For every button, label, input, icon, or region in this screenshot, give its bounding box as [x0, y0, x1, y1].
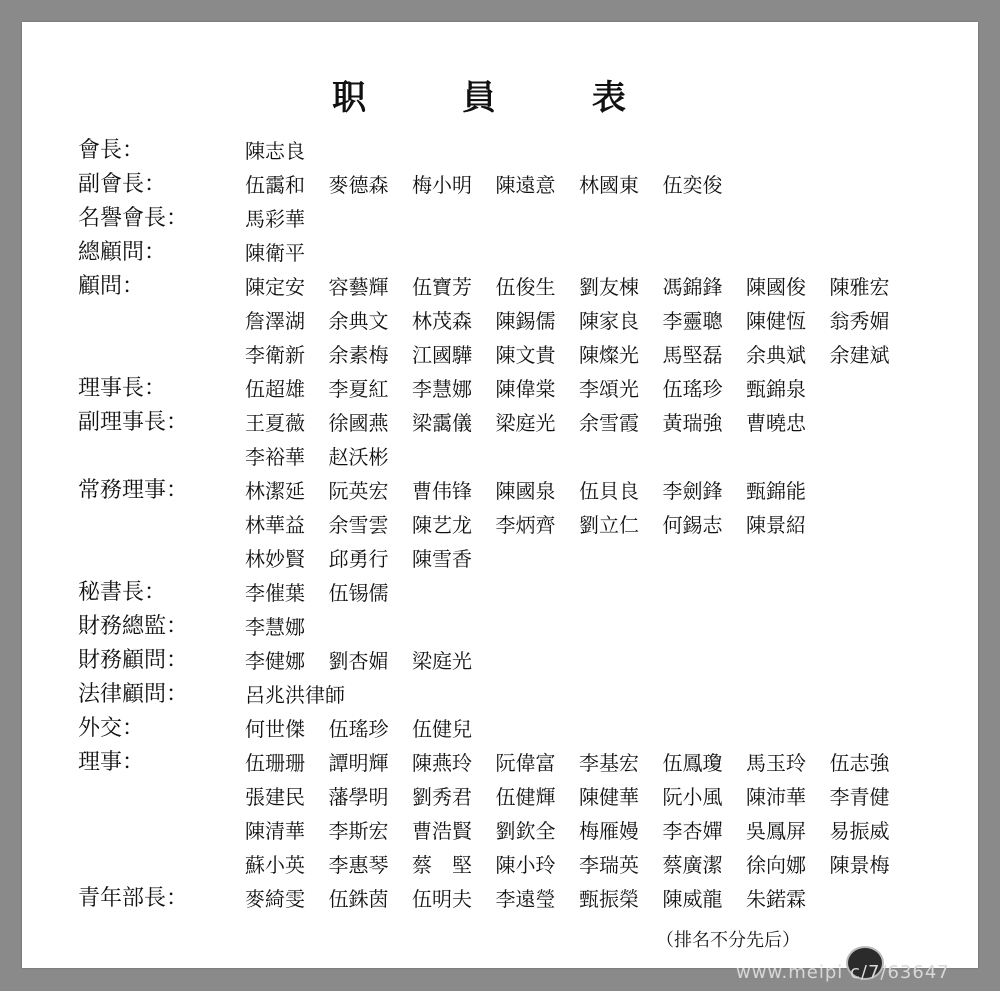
member-name: 余素梅 — [328, 343, 389, 367]
position-label: 青年部長： — [78, 886, 189, 911]
member-name: 李劍鋒 — [662, 479, 723, 503]
member-name: 陳威龍 — [662, 887, 723, 911]
member-name: 余典文 — [328, 309, 389, 333]
member-names — [245, 882, 915, 916]
roster-row — [78, 678, 958, 712]
member-name: 詹澤湖 — [245, 309, 305, 333]
member-name: 陳國俊 — [746, 275, 806, 299]
member-name: 梁靄儀 — [412, 411, 472, 435]
roster-row — [78, 168, 958, 202]
member-name: 李遠瑩 — [495, 887, 556, 911]
member-name: 李慧娜 — [412, 377, 472, 401]
member-name: 伍寶芳 — [412, 275, 472, 299]
member-name: 曹浩賢 — [412, 819, 472, 843]
member-name: 陳雪香 — [412, 547, 472, 571]
member-names — [245, 474, 915, 576]
document-title: 职 員 表 — [332, 78, 668, 118]
member-name: 伍珊珊 — [245, 751, 305, 775]
member-name: 陳健恆 — [746, 309, 806, 333]
member-name: 黃瑞強 — [662, 411, 723, 435]
member-name: 馬玉玲 — [746, 751, 806, 775]
member-name: 劉欽全 — [495, 819, 556, 843]
member-name: 陳景梅 — [829, 853, 890, 877]
staff-roster — [78, 134, 958, 916]
roster-row — [78, 644, 958, 678]
position-label: 副會長： — [78, 172, 167, 197]
member-name: 陳燦光 — [579, 343, 639, 367]
member-name: 陳健華 — [579, 785, 639, 809]
member-name: 劉友棟 — [579, 275, 639, 299]
member-name: 李慧娜 — [245, 615, 305, 639]
member-name: 陳清華 — [245, 819, 305, 843]
member-name: 梅雁嫚 — [579, 819, 639, 843]
member-name: 陳燕玲 — [412, 751, 472, 775]
member-name: 李健娜 — [245, 649, 305, 673]
position-label: 財務顧問： — [78, 648, 189, 673]
member-name: 林國東 — [579, 173, 639, 197]
member-name: 赵沃彬 — [328, 445, 389, 469]
member-name: 伍志強 — [829, 751, 890, 775]
member-name: 馬堅磊 — [662, 343, 723, 367]
member-names — [245, 372, 915, 406]
member-names — [245, 712, 915, 746]
member-name: 伍靄和 — [245, 173, 305, 197]
member-name: 麥綺雯 — [245, 887, 305, 911]
member-name: 陳錫儒 — [495, 309, 556, 333]
member-name: 陳志良 — [245, 139, 305, 163]
position-label: 法律顧問： — [78, 682, 189, 707]
member-names — [245, 406, 915, 474]
member-name: 陳小玲 — [495, 853, 556, 877]
member-name: 阮英宏 — [328, 479, 389, 503]
member-name: 李裕華 — [245, 445, 305, 469]
member-name: 馮錦鋒 — [662, 275, 723, 299]
member-names — [245, 236, 915, 270]
member-names — [245, 134, 915, 168]
member-name: 劉立仁 — [579, 513, 639, 537]
member-name: 陳國泉 — [495, 479, 556, 503]
member-name: 陳雅宏 — [829, 275, 890, 299]
roster-row — [78, 406, 958, 474]
member-name: 余建斌 — [829, 343, 890, 367]
member-names — [245, 202, 915, 236]
roster-row — [78, 372, 958, 406]
member-name: 王夏薇 — [245, 411, 305, 435]
roster-row — [78, 882, 958, 916]
watermark-text: www.meipi c/7/63647 — [736, 962, 950, 983]
member-name: 何世傑 — [245, 717, 305, 741]
member-name: 李靈聰 — [662, 309, 723, 333]
member-name: 蔡 堅 — [412, 853, 472, 877]
member-name: 蔡廣潔 — [662, 853, 723, 877]
member-names — [245, 576, 915, 610]
member-name: 蘇小英 — [245, 853, 305, 877]
member-name: 曹伟锋 — [412, 479, 472, 503]
member-name: 陳沛華 — [746, 785, 806, 809]
member-name: 梁庭光 — [495, 411, 556, 435]
member-name: 陳定安 — [245, 275, 305, 299]
member-name: 陳家良 — [579, 309, 639, 333]
member-name: 林妙賢 — [245, 547, 305, 571]
member-names — [245, 610, 915, 644]
roster-sheet — [22, 22, 978, 968]
position-label: 外交： — [78, 716, 145, 741]
member-name: 藩學明 — [328, 785, 389, 809]
member-name: 伍貝良 — [579, 479, 639, 503]
position-label: 副理事長： — [78, 410, 189, 435]
member-name: 李催葉 — [245, 581, 305, 605]
roster-row — [78, 576, 958, 610]
member-name: 林茂森 — [412, 309, 472, 333]
roster-row — [78, 610, 958, 644]
member-name: 李夏紅 — [328, 377, 389, 401]
member-names — [245, 678, 915, 712]
member-name: 余雪雲 — [328, 513, 389, 537]
member-name: 伍明夫 — [412, 887, 472, 911]
member-name: 張建民 — [245, 785, 305, 809]
member-name: 李斯宏 — [328, 819, 389, 843]
ranking-note: （排名不分先后） — [656, 930, 800, 951]
member-names — [245, 746, 915, 882]
member-name: 陳遠意 — [495, 173, 556, 197]
position-label: 財務總監： — [78, 614, 189, 639]
member-name: 陳文貴 — [495, 343, 556, 367]
member-name: 陳景紹 — [746, 513, 806, 537]
member-name: 馬彩華 — [245, 207, 305, 231]
member-names — [245, 644, 915, 678]
member-name: 伍鳳瓊 — [662, 751, 723, 775]
member-name: 甄錦能 — [746, 479, 806, 503]
member-name: 李杏嬋 — [662, 819, 723, 843]
member-name: 李衛新 — [245, 343, 305, 367]
member-name: 陳偉棠 — [495, 377, 556, 401]
member-name: 林潔延 — [245, 479, 305, 503]
member-name: 朱鍩霖 — [746, 887, 806, 911]
position-label: 常務理事： — [78, 478, 189, 503]
member-name: 易振威 — [829, 819, 890, 843]
member-name: 李惠琴 — [328, 853, 389, 877]
member-name: 伍健兒 — [412, 717, 472, 741]
member-name: 伍俊生 — [495, 275, 556, 299]
member-name: 阮偉富 — [495, 751, 556, 775]
member-name: 何錫志 — [662, 513, 723, 537]
position-label: 顧問： — [78, 274, 145, 299]
member-name: 李頌光 — [579, 377, 639, 401]
member-name: 伍銖茵 — [328, 887, 389, 911]
member-name: 梁庭光 — [412, 649, 472, 673]
position-label: 理事： — [78, 750, 145, 775]
member-name: 阮小風 — [662, 785, 723, 809]
member-name: 李瑞英 — [579, 853, 639, 877]
roster-row — [78, 746, 958, 882]
roster-row — [78, 712, 958, 746]
position-label: 總顧問： — [78, 240, 167, 265]
member-name: 譚明輝 — [328, 751, 389, 775]
member-name: 呂兆洪律師 — [245, 683, 345, 707]
roster-row — [78, 474, 958, 576]
member-name: 伍瑤珍 — [328, 717, 389, 741]
member-name: 余雪霞 — [579, 411, 639, 435]
member-name: 甄振榮 — [579, 887, 639, 911]
member-name: 梅小明 — [412, 173, 472, 197]
member-name: 伍锡儒 — [328, 581, 389, 605]
member-name: 余典斌 — [746, 343, 806, 367]
position-label: 理事長： — [78, 376, 167, 401]
position-label: 秘書長： — [78, 580, 167, 605]
member-name: 李青健 — [829, 785, 890, 809]
member-name: 吳鳳屏 — [746, 819, 806, 843]
roster-row — [78, 236, 958, 270]
roster-row — [78, 202, 958, 236]
member-name: 伍超雄 — [245, 377, 305, 401]
member-names — [245, 270, 915, 372]
member-name: 劉杏媚 — [328, 649, 389, 673]
member-name: 邱勇行 — [328, 547, 389, 571]
member-name: 伍健輝 — [495, 785, 556, 809]
member-name: 李炳齊 — [495, 513, 556, 537]
member-name: 江國驊 — [412, 343, 472, 367]
member-name: 徐國燕 — [328, 411, 389, 435]
member-name: 麥德森 — [328, 173, 389, 197]
roster-row — [78, 134, 958, 168]
member-name: 伍奕俊 — [662, 173, 723, 197]
member-name: 陳艺龙 — [412, 513, 472, 537]
position-label: 名譽會長： — [78, 206, 189, 231]
member-name: 伍瑤珍 — [662, 377, 723, 401]
member-name: 容藝輝 — [328, 275, 389, 299]
member-name: 甄錦泉 — [746, 377, 806, 401]
position-label: 會長： — [78, 138, 145, 163]
member-name: 李基宏 — [579, 751, 639, 775]
member-name: 陳衛平 — [245, 241, 305, 265]
roster-row — [78, 270, 958, 372]
member-names — [245, 168, 915, 202]
member-name: 林華益 — [245, 513, 305, 537]
member-name: 劉秀君 — [412, 785, 472, 809]
member-name: 翁秀媚 — [829, 309, 890, 333]
member-name: 曹曉忠 — [746, 411, 806, 435]
member-name: 徐向娜 — [746, 853, 806, 877]
